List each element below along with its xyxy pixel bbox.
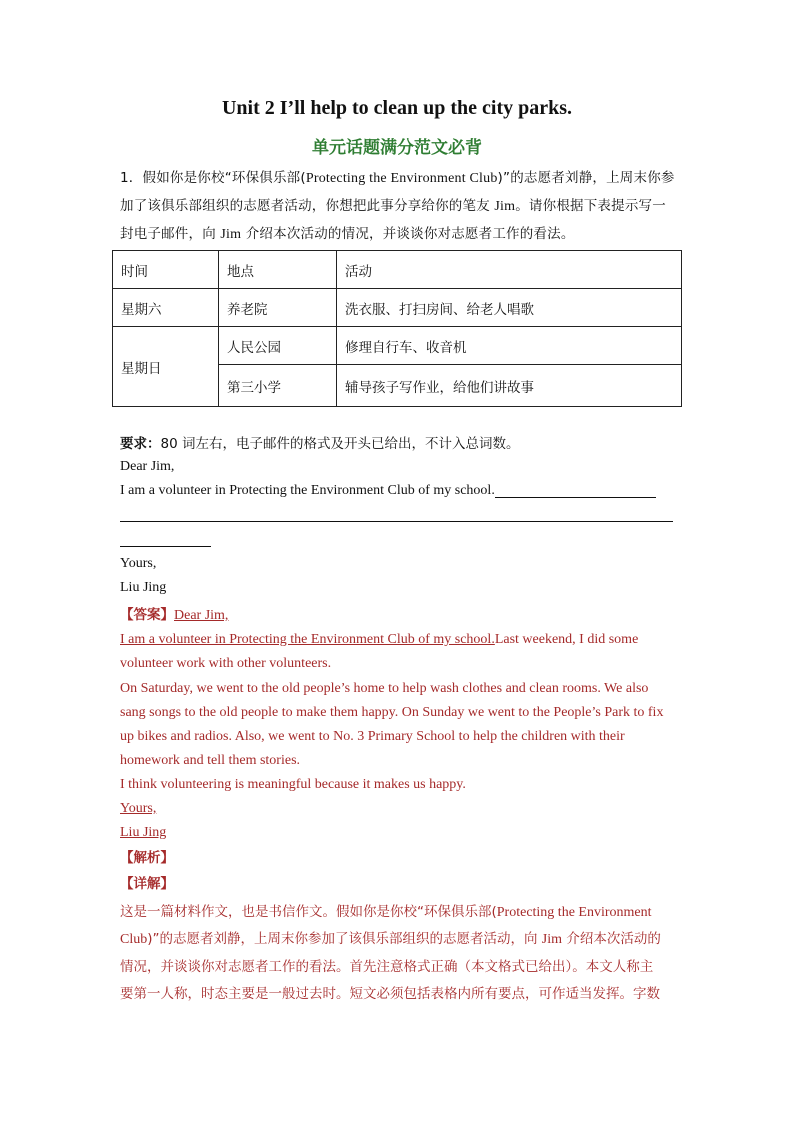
analysis-line-2 <box>120 926 676 953</box>
analysis-text-en: Protecting the Environment <box>496 905 652 920</box>
letter-greeting: Dear Jim, <box>120 459 175 474</box>
letter-closing: Yours, <box>120 556 157 571</box>
answer-line-4: On Saturday, we went to the old people’s home to help wash clothes and clean rooms. We also <box>120 681 649 696</box>
analysis-paragraph <box>120 899 676 1008</box>
answer-line-7: homework and tell them stories. <box>120 753 301 768</box>
requirement-text: 80 词左右，电子邮件的格式及开头已给出，不计入总词数。 <box>160 436 520 452</box>
analysis-tag <box>120 846 680 871</box>
question-text: )”的志愿者刘静，上周末你参 <box>497 170 675 186</box>
table-header-row <box>113 251 682 289</box>
detail-tag <box>120 872 680 897</box>
answer-text: Last weekend, I did some <box>494 632 639 647</box>
detail-tag-label: 【详解】 <box>120 876 174 892</box>
requirement-label: 要求： <box>120 436 161 452</box>
table-header-cell: 时间 <box>113 251 219 289</box>
analysis-text: )”的志愿者刘静，上周末你参加了该俱乐部组织的志愿者活动，向 <box>147 931 542 948</box>
answer-line-5: sang songs to the old people to make them happy. On Sunday we went to the People’s Park to fix <box>120 705 664 720</box>
question-text: 。请你根据下表提示写一 <box>515 198 666 214</box>
analysis-text: 介绍本次活动的 <box>562 931 661 948</box>
question-text-en: Jim <box>220 227 242 242</box>
answer-line-3: volunteer work with other volunteers. <box>120 656 332 671</box>
analysis-line-3: 情况，并谈谈你对志愿者工作的看法。首先注意格式正确（本文格式已给出）。本文人称主 <box>120 958 654 975</box>
table-cell: 星期日 <box>113 327 219 407</box>
answer-line-1 <box>120 603 680 628</box>
blank-line <box>120 546 211 547</box>
question-text: 加了该俱乐部组织的志愿者活动，你想把此事分享给你的笔友 <box>120 198 495 214</box>
question-text: 1．假如你是你校“环保俱乐部( <box>120 170 306 186</box>
activity-table <box>112 250 682 407</box>
table-cell: 辅导孩子写作业，给他们讲故事 <box>337 365 682 407</box>
page-subtitle: 单元话题满分范文必背 <box>312 138 482 158</box>
table-header-cell: 活动 <box>337 251 682 289</box>
question-line-2 <box>120 193 676 220</box>
question-text-en: Protecting the Environment Club <box>305 171 498 186</box>
table-cell: 洗衣服、打扫房间、给老人唱歌 <box>337 289 682 327</box>
blank-line <box>495 497 656 498</box>
answer-closing: Yours, <box>120 801 157 816</box>
answer-line-2 <box>120 628 680 652</box>
answer-signature: Liu Jing <box>120 825 167 840</box>
blank-line <box>120 521 673 522</box>
answer-tag: 【答案】 <box>120 607 174 623</box>
question-line-3 <box>120 221 676 248</box>
answer-line-8: I think volunteering is meaningful because it makes us happy. <box>120 777 466 792</box>
answer-opening: I am a volunteer in Protecting the Environment Club of my school. <box>120 632 495 647</box>
table-cell: 修理自行车、收音机 <box>337 327 682 365</box>
question-text: 封电子邮件，向 <box>120 226 221 242</box>
analysis-text: 这是一篇材料作文，也是书信作文。假如你是你校“环保俱乐部( <box>120 904 497 920</box>
table-cell: 养老院 <box>219 289 337 327</box>
letter-signature: Liu Jing <box>120 580 167 595</box>
answer-line-6: up bikes and radios. Also, we went to No. 3 Primary School to help the children with their <box>120 729 625 744</box>
letter-opening: I am a volunteer in Protecting the Environment Club of my school. <box>120 483 495 498</box>
answer-greeting: Dear Jim, <box>174 608 229 623</box>
question-text: 介绍本次活动的情况，并谈谈你对志愿者工作的看法。 <box>241 226 575 242</box>
analysis-text-en: Club <box>120 932 148 948</box>
analysis-line-1 <box>120 899 676 926</box>
table-row <box>113 289 682 327</box>
analysis-tag-label: 【解析】 <box>120 850 174 866</box>
table-row <box>113 327 682 365</box>
table-cell: 人民公园 <box>219 327 337 365</box>
analysis-line-4: 要第一人称，时态主要是一般过去时。短文必须包括表格内所有要点，可作适当发挥。字数 <box>120 985 660 1002</box>
analysis-text-en: Jim <box>541 932 563 948</box>
requirement-line <box>120 432 519 452</box>
table-cell: 星期六 <box>113 289 219 327</box>
question-line-1 <box>120 165 676 192</box>
table-cell: 第三小学 <box>219 365 337 407</box>
page-title: Unit 2 I’ll help to clean up the city parks. <box>221 97 573 119</box>
question-text-en: Jim <box>494 199 516 214</box>
table-header-cell: 地点 <box>219 251 337 289</box>
